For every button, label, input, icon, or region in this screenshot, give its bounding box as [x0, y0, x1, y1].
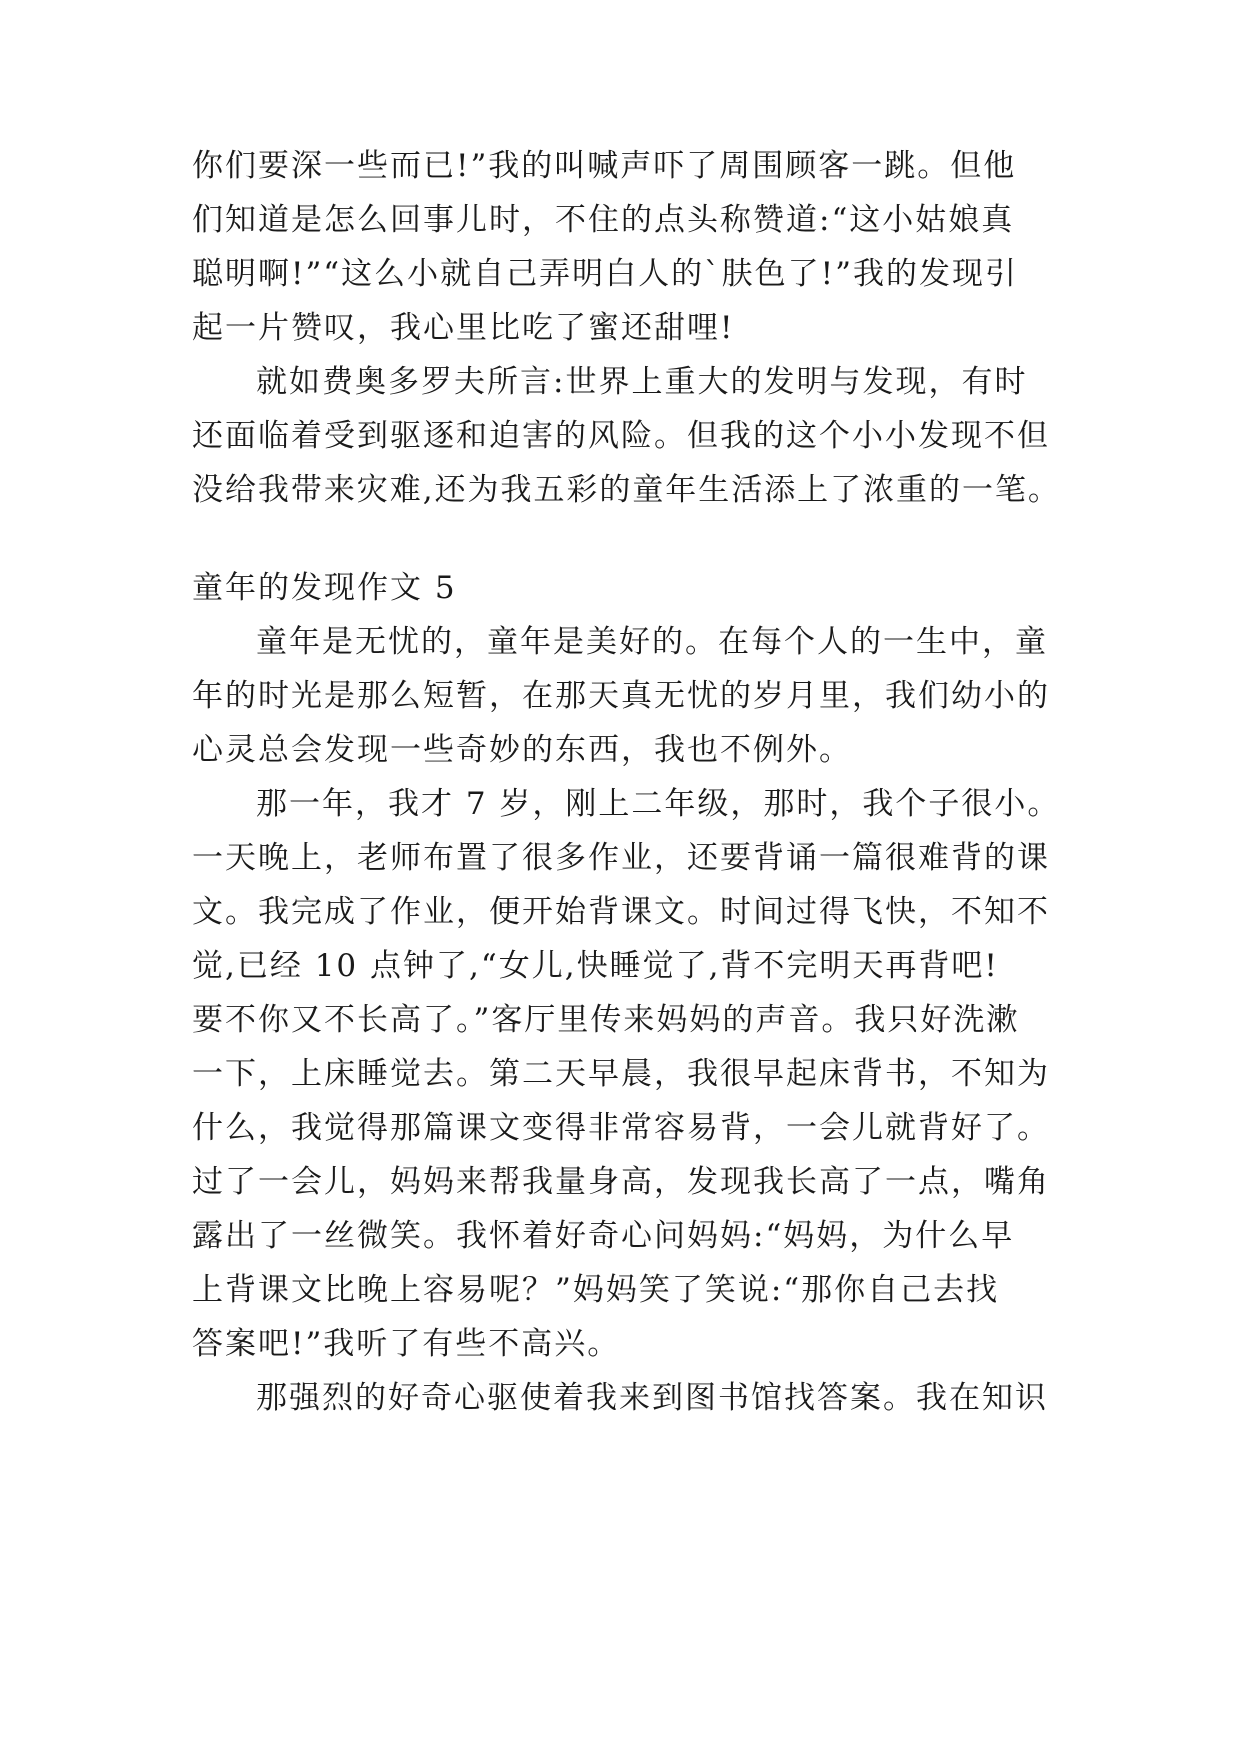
text-line: 那一年，我才 7 岁，刚上二年级，那时，我个子很小。	[256, 786, 1061, 822]
text-line: 要不你又不长高了。”客厅里传来妈妈的声音。我只好洗漱	[192, 1002, 1020, 1038]
text-line: 心灵总会发现一些奇妙的东西，我也不例外。	[192, 732, 852, 768]
text-line: 什么，我觉得那篇课文变得非常容易背，一会儿就背好了。	[192, 1110, 1050, 1146]
text-line: 年的时光是那么短暂，在那天真无忧的岁月里，我们幼小的	[192, 678, 1050, 714]
text-line: 聪明啊!”“这么小就自己弄明白人的`肤色了!”我的发现引	[192, 256, 1018, 292]
text-line: 一天晚上，老师布置了很多作业，还要背诵一篇很难背的课	[192, 840, 1050, 876]
text-line: 你们要深一些而已!”我的叫喊声吓了周围顾客一跳。但他	[192, 148, 1017, 184]
text-line: 答案吧!”我听了有些不高兴。	[192, 1326, 621, 1362]
text-line: 文。我完成了作业，便开始背课文。时间过得飞快，不知不	[192, 894, 1050, 930]
text-line: 就如费奥多罗夫所言:世界上重大的发明与发现，有时	[256, 364, 1028, 400]
text-line: 还面临着受到驱逐和迫害的风险。但我的这个小小发现不但	[192, 418, 1050, 454]
text-line: 起一片赞叹，我心里比吃了蜜还甜哩!	[192, 310, 735, 346]
text-line: 过了一会儿，妈妈来帮我量身高，发现我长高了一点，嘴角	[192, 1164, 1050, 1200]
text-line: 没给我带来灾难,还为我五彩的童年生活添上了浓重的一笔。	[192, 472, 1061, 508]
text-line: 露出了一丝微笑。我怀着好奇心问妈妈:“妈妈，为什么早	[192, 1218, 1015, 1254]
text-line: 上背课文比晚上容易呢？”妈妈笑了笑说:“那你自己去找	[192, 1272, 1000, 1308]
text-line: 们知道是怎么回事儿时，不住的点头称赞道:“这小姑娘真	[192, 202, 1015, 238]
text-line: 童年是无忧的，童年是美好的。在每个人的一生中，童	[256, 624, 1048, 660]
text-line: 那强烈的好奇心驱使着我来到图书馆找答案。我在知识	[256, 1380, 1048, 1416]
section-heading: 童年的发现作文 5	[192, 570, 457, 606]
text-line: 觉,已经 10 点钟了,“女儿,快睡觉了,背不完明天再背吧!	[192, 948, 999, 984]
text-line: 一下，上床睡觉去。第二天早晨，我很早起床背书，不知为	[192, 1056, 1050, 1092]
